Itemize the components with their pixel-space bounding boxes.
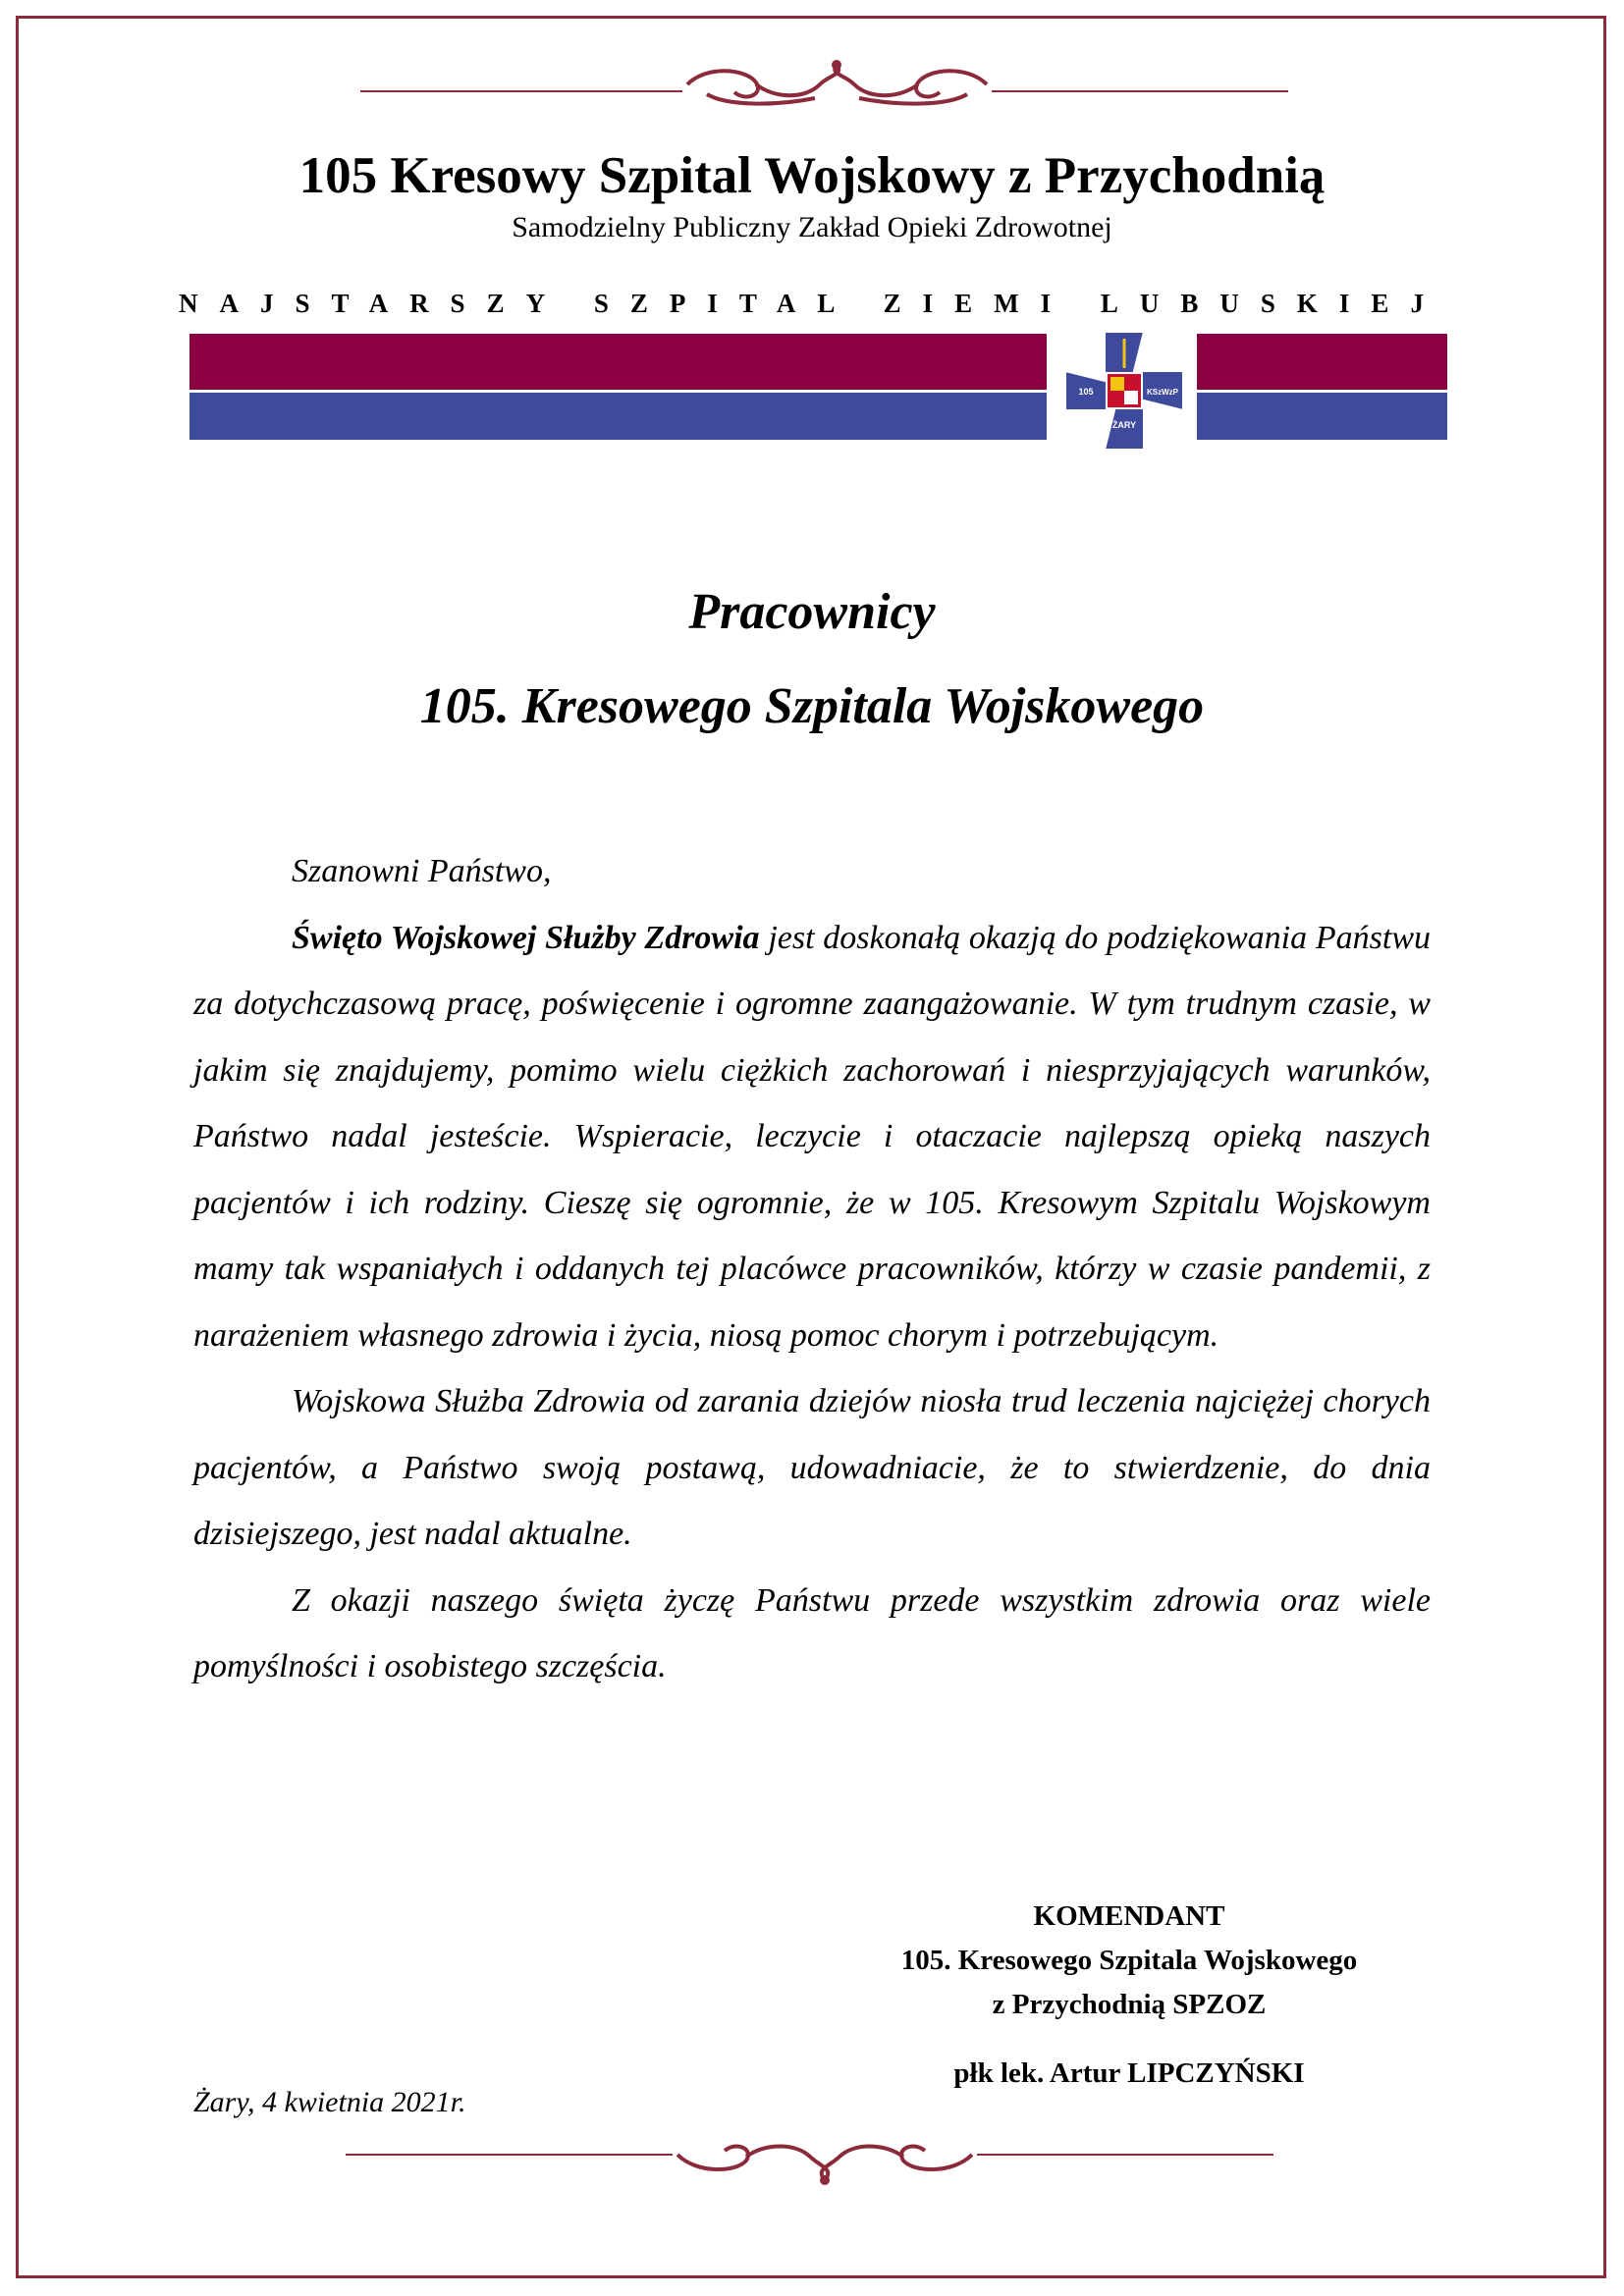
paragraph-1-text: jest doskonałą okazją do podziękowania Państwu za dotychczasową pracę, poświęcenie i ogromne zaangażowanie. W tym trudnym czasie, w jakim się znajdujemy, pomimo wielu ciężkich zachorowań i niesprzyjających warunków, Państwo nadal jesteście. Wspieracie, leczycie i otaczacie najlepszą opieką naszych pacjentów i ich rodziny. Cieszę się ogromnie, że w 105. Kresowym Szpitalu Wojskowym mamy tak wspaniałych i oddanych tej placówce pracowników, którzy w czasie pandemii, z narażeniem własnego zdrowia i życia, niosą pomoc chorym i potrzebującym. — [193, 919, 1431, 1354]
emblem-left-text: 105 — [1078, 387, 1094, 397]
paragraph-3: Z okazji naszego święta życzę Państwu przede wszystkim zdrowia oraz wiele pomyślności i osobistego szczęścia. — [193, 1581, 1431, 1684]
emblem-right-text: KSzWzP — [1147, 388, 1178, 397]
color-band-right — [1197, 334, 1447, 440]
signature-unit-2: z Przychodnią SPZOZ — [992, 1989, 1267, 2020]
paragraph-1-bold: Święto Wojskowej Służby Zdrowia — [292, 919, 760, 956]
document-title-line1: Pracownicy — [688, 584, 936, 640]
document-title-line2: 105. Kresowego Szpitala Wojskowego — [419, 678, 1205, 734]
ornament-flourish-icon — [0, 2135, 1624, 2194]
hospital-name: 105 Kresowy Szpital Wojskowy z Przychodnią — [298, 147, 1326, 204]
military-cross-emblem-icon — [1060, 327, 1188, 454]
letter-body — [193, 838, 1431, 1700]
paragraph-1 — [193, 905, 1431, 1369]
signature-unit: 105. Kresowego Szpitala Wojskowego — [900, 1945, 1358, 1976]
letter-date: Żary, 4 kwietnia 2021r. — [193, 2086, 466, 2118]
hospital-subtitle: Samodzielny Publiczny Zakład Opieki Zdrowotnej — [512, 211, 1112, 243]
hospital-motto: NAJSTARSZY SZPITAL ZIEMI LUBUSKIEJ — [179, 289, 1445, 318]
color-band-left — [189, 334, 1047, 440]
bottom-ornament — [0, 2135, 1624, 2194]
emblem-bottom-text: ŻARY — [1111, 420, 1137, 430]
salutation: Szanowni Państwo, — [292, 853, 552, 889]
paragraph-2: Wojskowa Służba Zdrowia od zarania dziejów niosła trud leczenia najciężej chorych pacjentów, a Państwo swoją postawą, udowadniacie, że to stwierdzenie, do dnia dzisiejszego, jest nadal aktualne. — [193, 1383, 1431, 1552]
signature-name: płk lek. Artur LIPCZYŃSKI — [953, 2057, 1305, 2089]
top-ornament — [0, 55, 1624, 114]
signature-title: KOMENDANT — [1033, 1900, 1225, 1932]
ornament-flourish-icon — [0, 55, 1624, 114]
